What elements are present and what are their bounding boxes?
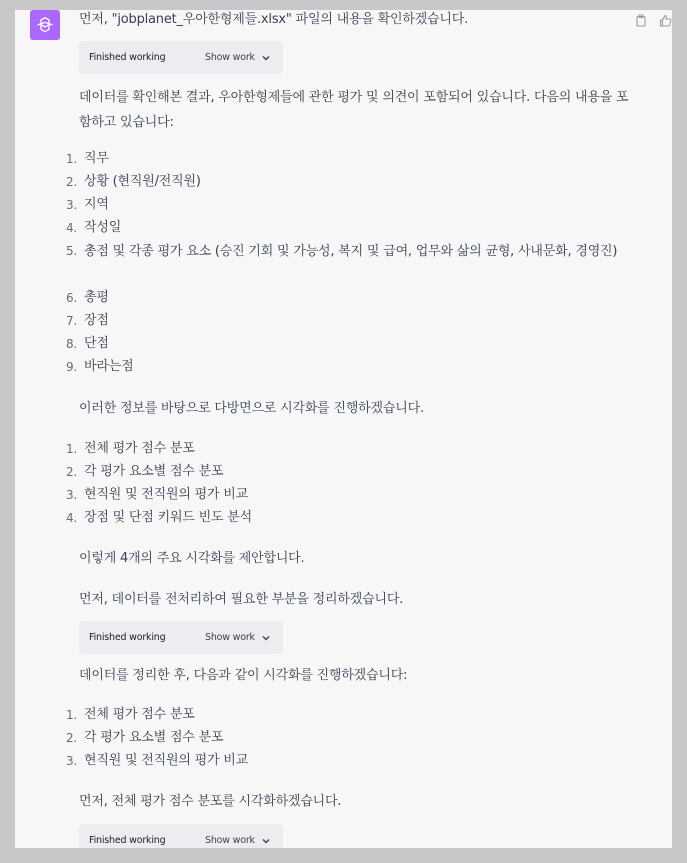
paragraph-summary: 데이터를 확인해본 결과, 우아한형제들에 관한 평가 및 의견이 포함되어 있습니다. 다음의 내용을 포함하고 있습니다: xyxy=(79,90,629,130)
paragraph-plan: 이러한 정보를 바탕으로 다방면으로 시각화를 진행하겠습니다. xyxy=(79,401,424,416)
badge-status-label: Finished working xyxy=(89,52,166,63)
show-work-button[interactable]: Show work xyxy=(205,835,255,846)
badge-status-label: Finished working xyxy=(89,835,166,846)
chevron-down-icon xyxy=(260,52,272,64)
chevron-down-icon xyxy=(260,632,272,644)
badge-status-label: Finished working xyxy=(89,632,166,643)
chat-message-panel: 먼저, "jobplanet_우아한형제들.xlsx" 파일의 내용을 확인하겠습니다. Finished working Show work 데이터를 확인해본 결과, 우아한형제들에 관한 평가 및 의견이 포함되어 있습니다. 다음의 내용을 포함하고 있습니다: 1. 직무 2. 상황 (현직원/전직원) 3. 지역 4. 작성일 5. 총점 및 각종 평가 요소 (승진 기회 및 가능성, 복지 및 급여, 업무와 삶의 균형, 사내문화, 경영진) 6. 총평 7. 장점 8. 단점 9. 바라는점 이러한 정보를 바탕으로 다방면으로 시각화를 진행하겠습니다. 1. 전체 평가 점수 분포 2. 각 평가 요소별 점수 분포 3. 현직원 및 전직원의 평가 비교 4. 장점 및 단점 키워드 빈도 분석 이렇게 4개의 주요 시각화를 제안합니다. 먼저, 데이터를 전처리하여 필요한 부분을 정리하겠습니다. Finished working Show work 데이터를 정리한 후, 다음과 같이 시각화를 진행하겠습니다: 1. 전체 평가 점수 분포 2. 각 평가 요소별 점수 분포 3. 현직원 및 전직원의 평가 비교 먼저, 전체 평가 점수 분포를 시각화하겠습니다. Finished working Show work xyxy=(15,10,672,848)
message-actions xyxy=(633,12,672,28)
paragraph-preprocess: 먼저, 데이터를 전처리하여 필요한 부분을 정리하겠습니다. xyxy=(79,592,404,607)
paragraph-first-step: 먼저, 전체 평가 점수 분포를 시각화하겠습니다. xyxy=(79,794,342,809)
paragraph-next: 데이터를 정리한 후, 다음과 같이 시각화를 진행하겠습니다: xyxy=(79,668,408,683)
show-work-button[interactable]: Show work xyxy=(205,52,255,63)
paragraph-proposal: 이렇게 4개의 주요 시각화를 제안합니다. xyxy=(79,551,305,566)
intro-text: 먼저, "jobplanet_우아한형제들.xlsx" 파일의 내용을 확인하겠습니다. xyxy=(79,12,469,27)
thumbs-up-icon[interactable] xyxy=(657,12,672,28)
finished-working-badge-1[interactable] xyxy=(79,41,283,74)
clipboard-icon[interactable] xyxy=(633,12,649,28)
finished-working-badge-2[interactable] xyxy=(79,621,283,654)
assistant-avatar xyxy=(30,10,60,40)
show-work-button[interactable]: Show work xyxy=(205,632,255,643)
finished-working-badge-3[interactable] xyxy=(79,824,283,848)
openai-logo-icon xyxy=(35,15,55,35)
chevron-down-icon xyxy=(260,835,272,847)
